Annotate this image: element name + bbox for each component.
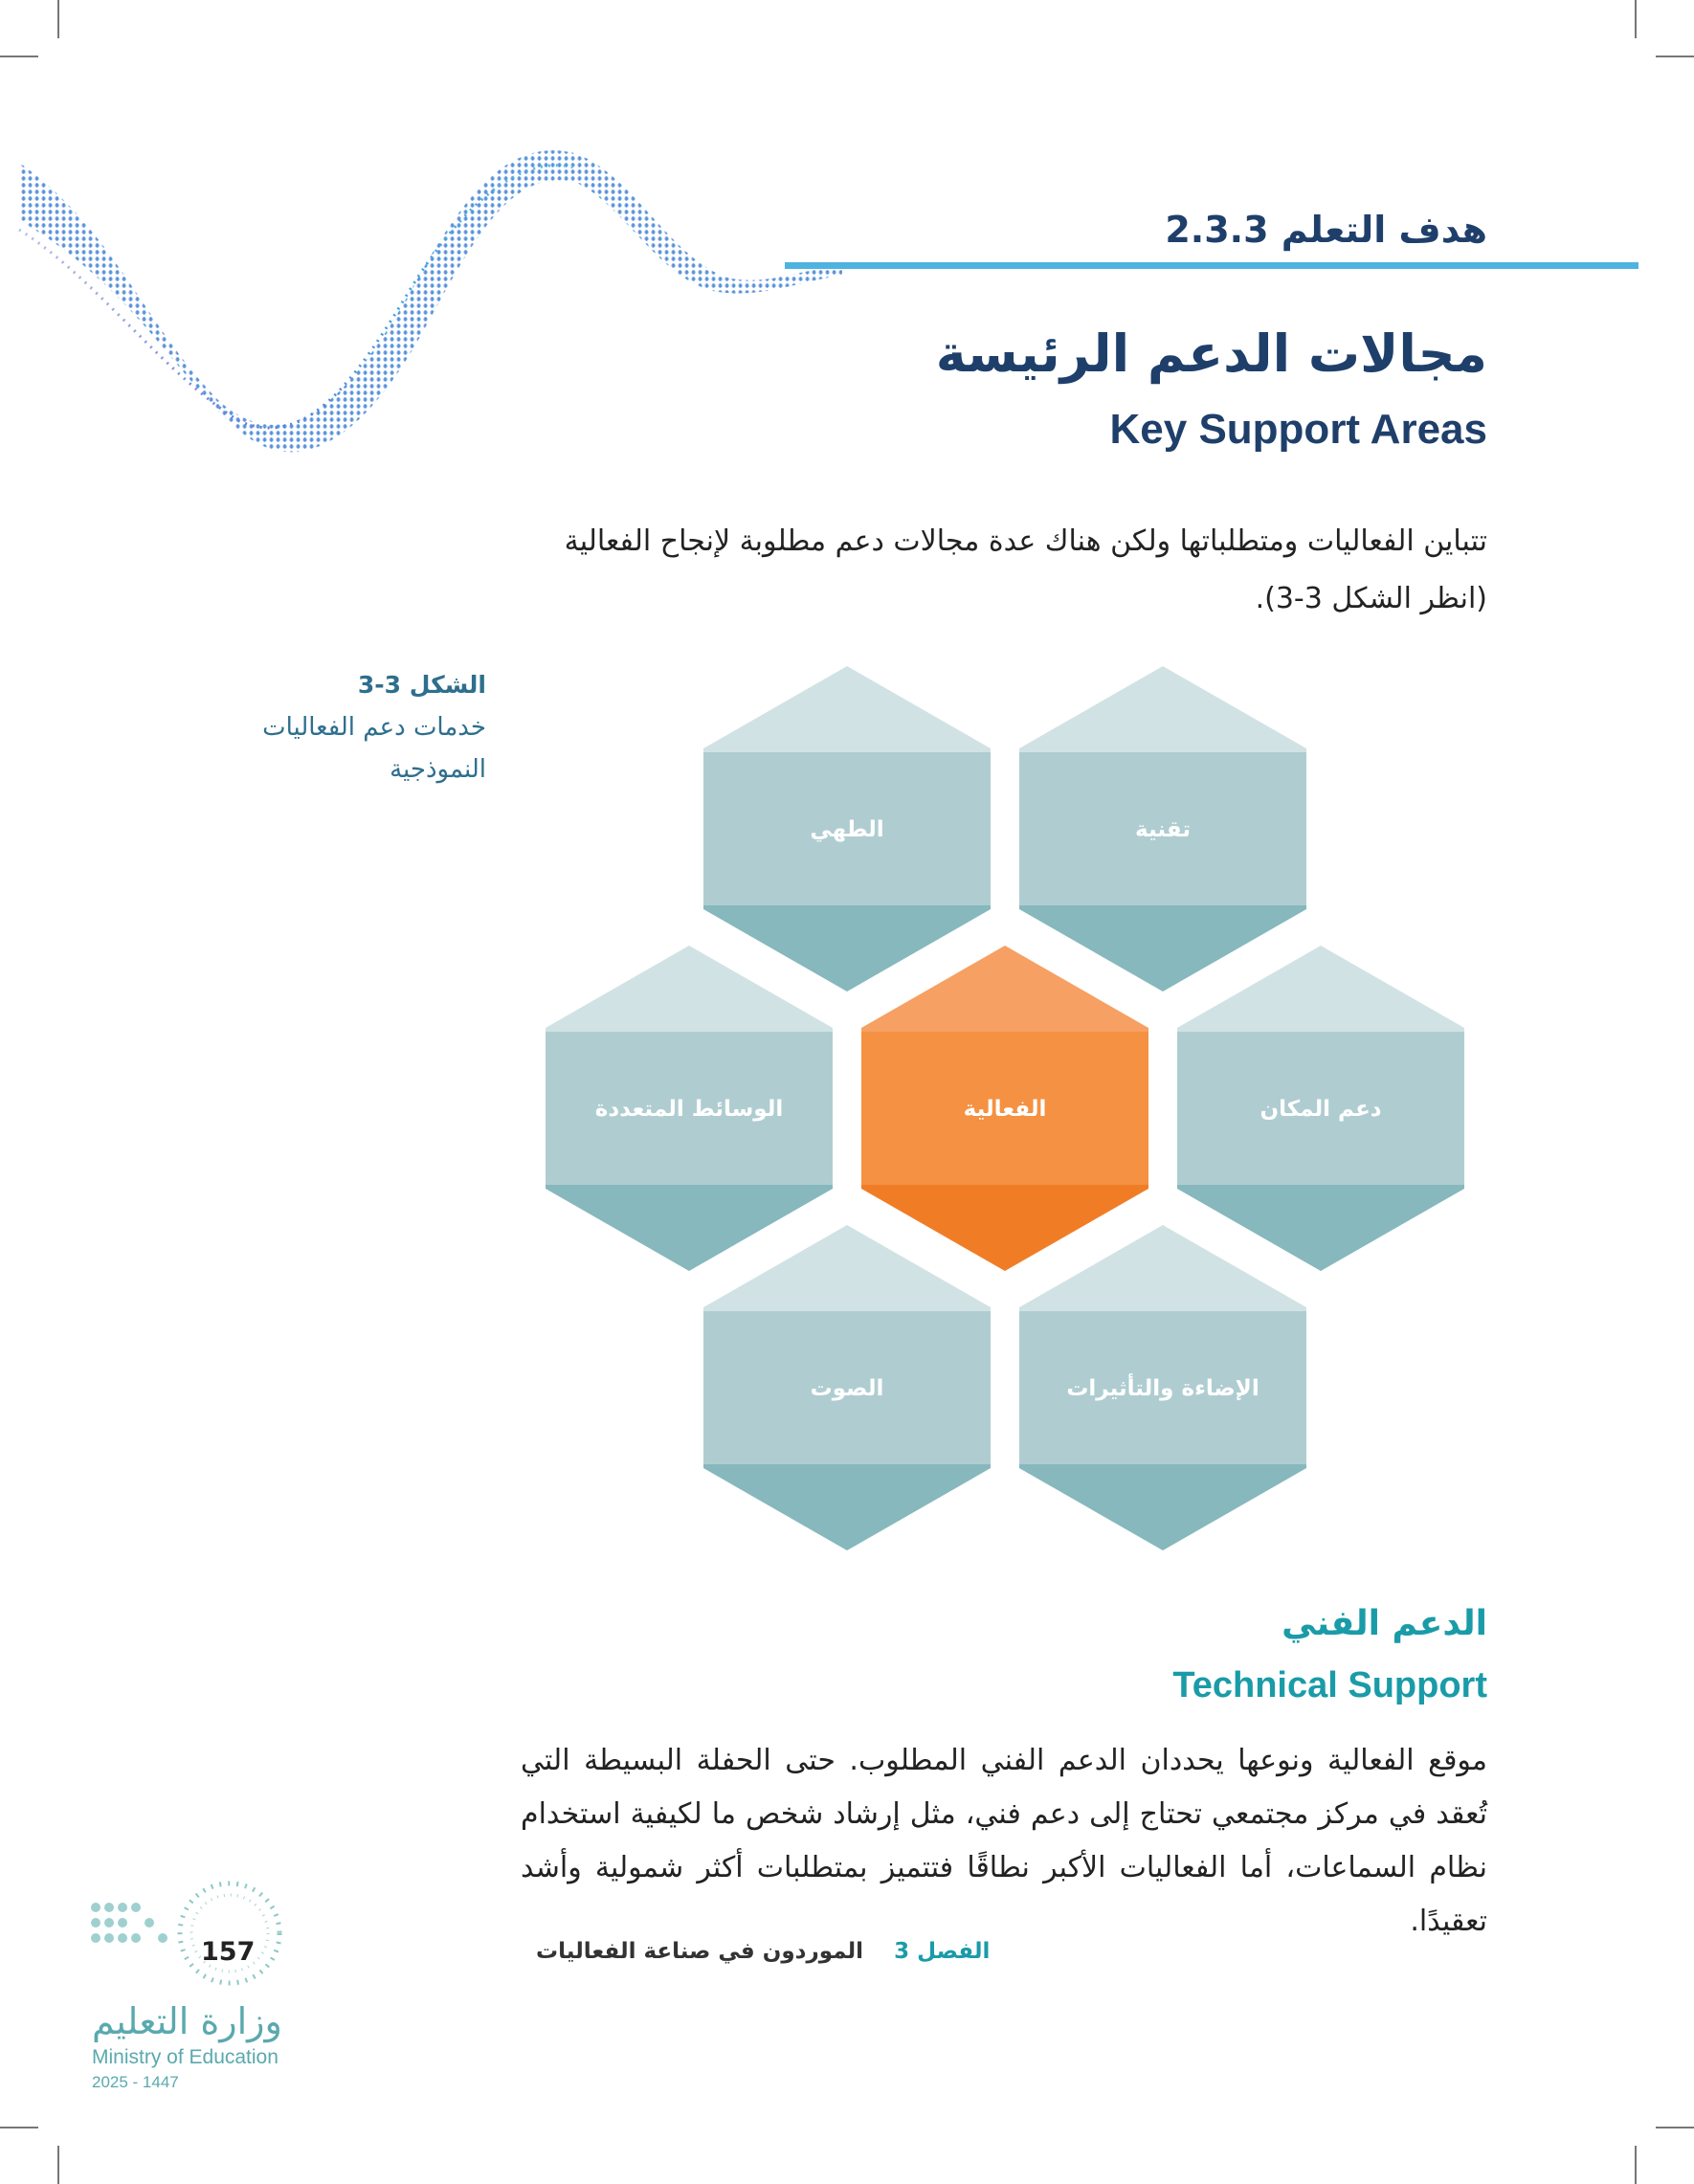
hex-cell-bottom-right: [1014, 1220, 1311, 1555]
hex-cell-top-right: [1014, 661, 1311, 996]
crop-mark: [1656, 2127, 1694, 2128]
crop-mark: [1635, 0, 1637, 38]
section-body: موقع الفعالية ونوعها يحددان الدعم الفني المطلوب. حتى الحفلة البسيطة التي تُعقد في مركز مجتمعي تحتاج إلى دعم فني، مثل إرشاد شخص ما لكيفية استخدام نظام السماعات، أما الفعاليات الأكبر نطاقًا فتتميز بمتطلبات أكثر شمولية وأشد تعقيدًا.: [521, 1744, 1487, 1938]
crop-mark: [57, 2146, 59, 2184]
figure-caption: [199, 664, 486, 791]
hex-label-bottom-right: الإضاءة والتأثيرات: [1066, 1376, 1259, 1401]
dotted-wave-decoration: [0, 115, 861, 479]
hex-cell-mid-right: [1172, 941, 1469, 1276]
support-areas-hex-diagram: [517, 651, 1493, 1570]
ministry-name-ar: وزارة التعليم: [92, 2000, 282, 2042]
figure-number: الشكل 3-3: [357, 671, 486, 699]
crop-mark: [1656, 56, 1694, 57]
page-footer: [536, 1939, 990, 1964]
crop-mark: [1635, 2146, 1637, 2184]
footer-chapter: الفصل 3: [894, 1939, 991, 1964]
ministry-year: 2025 - 1447: [92, 2073, 179, 2091]
goal-divider-line: [785, 262, 1638, 269]
hex-cell-bottom-left: [699, 1220, 995, 1555]
crop-mark: [57, 0, 59, 38]
page-number: 157: [201, 1937, 256, 1967]
hex-cell-mid-left: [541, 941, 837, 1276]
hex-label-center: الفعالية: [963, 1097, 1047, 1122]
hex-label-mid-right: دعم المكان: [1259, 1097, 1382, 1122]
crop-mark: [0, 56, 38, 57]
hex-label-top-right: تقنية: [1135, 817, 1191, 842]
intro-paragraph: تتباين الفعاليات ومتطلباتها ولكن هناك عدة مجالات دعم مطلوبة لإنجاح الفعالية (انظر الشكل 3-3).: [564, 524, 1487, 615]
hex-cell-top-left: [699, 661, 995, 996]
crop-mark: [0, 2127, 38, 2128]
hex-label-bottom-left: الصوت: [810, 1376, 884, 1401]
figure-caption-text: خدمات دعم الفعاليات النموذجية: [262, 713, 486, 784]
hex-label-mid-left: الوسائط المتعددة: [594, 1097, 784, 1122]
section-title-ar: الدعم الفني: [1282, 1604, 1487, 1643]
section-title-en: Technical Support: [1172, 1665, 1487, 1705]
hex-label-top-left: الطهي: [810, 817, 884, 842]
page-title-ar: مجالات الدعم الرئيسة: [935, 323, 1487, 384]
page-title-en: Key Support Areas: [1109, 406, 1487, 453]
hex-cell-center: [857, 941, 1153, 1276]
footer-book-title: الموردون في صناعة الفعاليات: [536, 1939, 864, 1964]
learning-goal: هدف التعلم 2.3.3: [1165, 209, 1487, 251]
ministry-name-en: Ministry of Education: [92, 2046, 279, 2068]
